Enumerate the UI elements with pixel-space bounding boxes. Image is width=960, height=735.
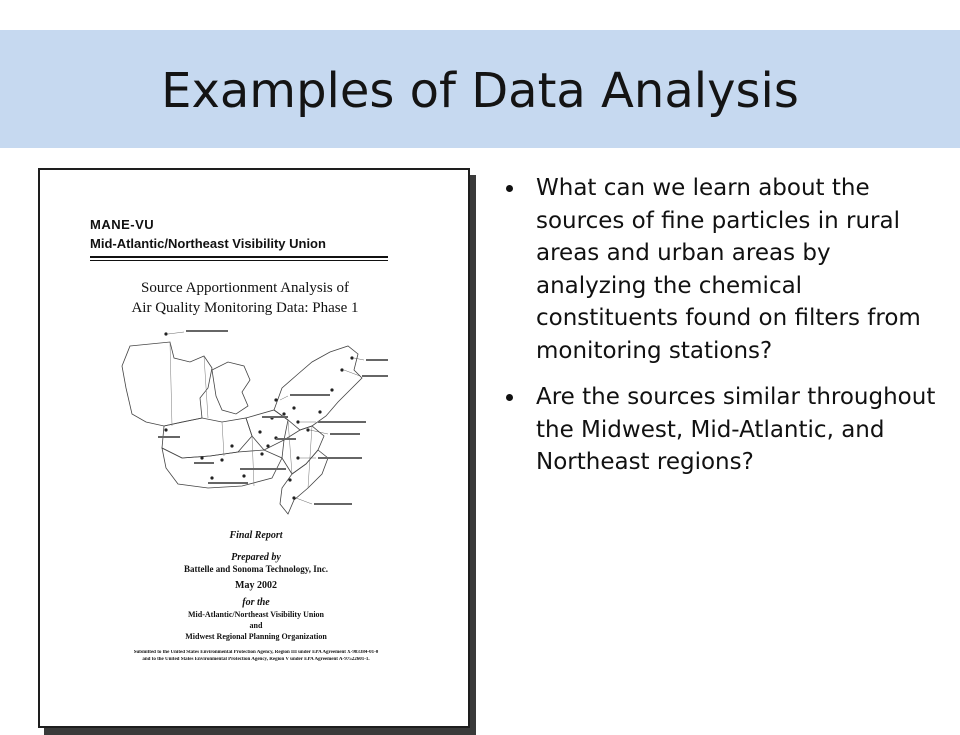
doc-submitted-line1: Submitted to the United States Environmental Protection Agency, Region III under EPA Agreement X-983384-01-0	[133, 650, 379, 655]
site-marker	[318, 410, 321, 413]
doc-org2: Midwest Regional Planning Organization	[185, 632, 327, 641]
doc-company: Battelle and Sonoma Technology, Inc.	[183, 564, 329, 574]
site-marker	[274, 398, 277, 401]
site-label	[330, 433, 360, 435]
site-label	[362, 375, 388, 377]
bullet-dot	[506, 185, 513, 192]
site-label	[262, 416, 288, 418]
site-marker	[292, 496, 295, 499]
doc-org1: Mid-Atlantic/Northeast Visibility Union	[187, 610, 324, 619]
site-marker	[296, 420, 299, 423]
bullet-dot	[506, 394, 513, 401]
site-marker	[210, 476, 213, 479]
site-marker	[258, 430, 261, 433]
site-marker	[282, 412, 285, 415]
site-marker	[200, 456, 203, 459]
site-marker	[292, 406, 295, 409]
report-cover-image	[38, 168, 470, 728]
doc-org-abbr: MANE-VU	[90, 217, 155, 232]
map-outline-west	[122, 342, 212, 426]
doc-report-title	[100, 278, 390, 318]
site-label	[314, 503, 352, 505]
bullet-item	[500, 381, 940, 479]
region-map	[112, 318, 390, 518]
site-label	[240, 468, 286, 470]
doc-report-title-line1: Source Apportionment Analysis of	[141, 280, 349, 296]
site-label	[276, 438, 296, 440]
doc-date: May 2002	[235, 580, 277, 591]
slide-title: Examples of Data Analysis	[161, 63, 799, 119]
site-marker	[288, 478, 291, 481]
site-marker	[164, 332, 167, 335]
bullet-list	[500, 172, 940, 493]
site-marker	[350, 356, 353, 359]
doc-final-report: Final Report	[229, 530, 283, 541]
site-label	[208, 482, 248, 484]
doc-submitted-line2: and to the United States Environmental Protection Agency, Region V under EPA Agreement A-97522601-1.	[142, 657, 370, 662]
site-marker	[306, 428, 309, 431]
doc-and-label: and	[249, 621, 263, 630]
site-marker	[230, 444, 233, 447]
doc-report-title-line2: Air Quality Monitoring Data: Phase 1	[131, 300, 359, 316]
bullet-item	[500, 172, 940, 367]
site-label	[186, 330, 228, 332]
site-label	[290, 394, 330, 396]
site-label	[318, 457, 362, 459]
site-marker	[260, 452, 263, 455]
bullet-text: What can we learn about the sources of fine particles in rural areas and urban areas by analyzing the chemical constituents found on filters from monitoring stations?	[536, 175, 921, 364]
doc-rule	[90, 256, 388, 258]
site-marker	[340, 368, 343, 371]
site-marker	[242, 474, 245, 477]
site-label	[366, 359, 388, 361]
site-marker	[266, 444, 269, 447]
doc-org-name: Mid-Atlantic/Northeast Visibility Union	[90, 236, 326, 251]
map-outline-michigan	[212, 362, 250, 414]
site-label	[194, 462, 214, 464]
site-label	[318, 421, 366, 423]
site-marker	[164, 428, 167, 431]
doc-prepared-by: Prepared by	[231, 552, 281, 563]
doc-for-label: for the	[242, 597, 270, 608]
bullet-text: Are the sources similar throughout the Midwest, Mid-Atlantic, and Northeast regions?	[536, 384, 936, 475]
site-marker	[330, 388, 333, 391]
site-marker	[296, 456, 299, 459]
site-marker	[220, 458, 223, 461]
site-label	[158, 436, 180, 438]
doc-rule-thin	[90, 260, 388, 261]
